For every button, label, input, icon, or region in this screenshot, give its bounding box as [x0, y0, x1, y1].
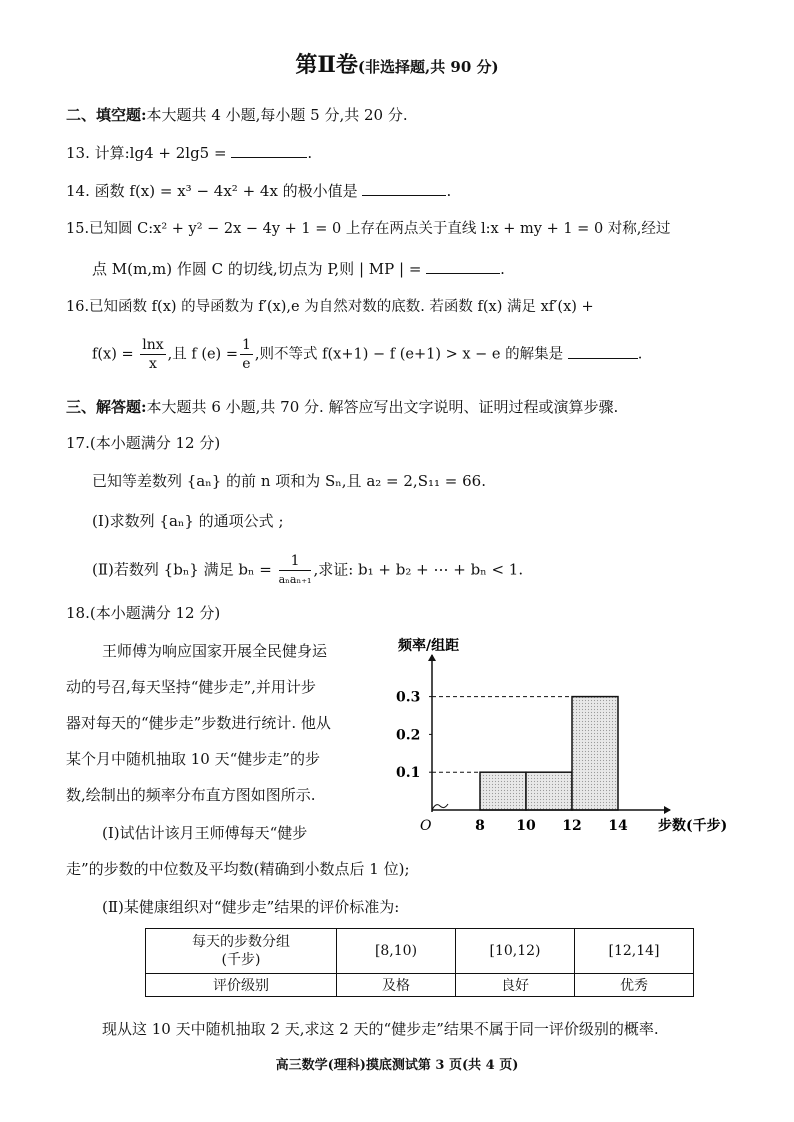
q18-para-0: 王师傅为响应国家开展全民健身运 [102, 642, 328, 660]
level-cell-1: 良好 [456, 974, 575, 997]
section-3-desc: 本大题共 6 小题,共 70 分. 解答应写出文字说明、证明过程或演算步骤. [146, 398, 619, 416]
x-axis-label: 步数(千步) [658, 818, 728, 834]
histogram-bar [480, 772, 526, 810]
table-header-cell [146, 929, 337, 974]
page-title-sub: (非选择题,共 90 分) [357, 58, 499, 76]
q16-fraction-1-over-e [240, 336, 253, 373]
x-tick-label: 14 [608, 818, 628, 834]
axis-break-mark [432, 804, 448, 810]
level-cell-2: 优秀 [575, 974, 694, 997]
frequency-histogram [380, 630, 740, 845]
q13-answer-blank [231, 143, 307, 158]
q17-fraction [279, 552, 312, 589]
q18-part1-b: 走”的步数的中位数及平均数(精确到小数点后 1 位); [66, 860, 410, 878]
origin-label: O [420, 818, 432, 834]
q16-mid: ,且 f (e) = [167, 346, 238, 363]
q17-part2-post: ,求证: b₁ + b₂ + ⋯ + bₙ < 1. [313, 560, 524, 579]
x-tick-label: 8 [475, 818, 485, 834]
q16-frac2-num: 1 [241, 337, 251, 353]
q13-text: 13. 计算:lg4 + 2lg5 = [66, 144, 227, 162]
q18-para-2: 器对每天的“健步走”步数进行统计. 他从 [66, 714, 331, 732]
question-15-line2 [92, 258, 505, 280]
q14-answer-blank [362, 181, 446, 196]
q16-fraction-lnx-over-x [140, 336, 165, 373]
question-14 [66, 180, 451, 202]
level-label-cell: 评价级别 [146, 974, 337, 997]
q18-final: 现从这 10 天中随机抽取 2 天,求这 2 天的“健步走”结果不属于同一评价级别的概率. [102, 1020, 659, 1038]
histogram-bar [526, 772, 572, 810]
table-row [146, 929, 694, 974]
q16-pre: f(x) = [92, 346, 134, 363]
q16-frac2-den: e [242, 356, 251, 372]
q16-frac1-num: lnx [142, 337, 164, 353]
x-tick-label: 10 [516, 818, 536, 834]
y-tick-label: 0.1 [396, 765, 421, 782]
section-3-heading: 三、解答题: [66, 398, 147, 416]
table-header-unit: (千步) [221, 952, 261, 968]
q18-part1-a: (Ⅰ)试估计该月王师傅每天“健步 [102, 824, 308, 842]
section-2-heading: 二、填空题: [66, 106, 147, 124]
q17-part2-pre: (Ⅱ)若数列 {bₙ} 满足 bₙ = [92, 560, 272, 579]
page-title-main: 第Ⅱ卷 [295, 52, 358, 78]
y-tick-label: 0.2 [396, 727, 421, 744]
q15-line2-text: 点 M(m,m) 作圆 C 的切线,切点为 P,则 | MP | = [92, 260, 422, 278]
question-16-line1: 16.已知函数 f(x) 的导函数为 f′(x),e 为自然对数的底数. 若函数 f(x) 满足 xf′(x) + [66, 299, 594, 315]
q17-frac-den: aₙaₙ₊₁ [278, 573, 312, 586]
question-16-line2 [92, 336, 642, 373]
section-2-desc: 本大题共 4 小题,每小题 5 分,共 20 分. [146, 106, 408, 124]
y-tick-label: 0.3 [396, 689, 421, 706]
q15-end: . [500, 260, 505, 278]
group-cell-2: [12,14] [575, 929, 694, 974]
level-cell-0: 及格 [337, 974, 456, 997]
q17-frac-num: 1 [279, 552, 312, 571]
question-13 [66, 142, 312, 164]
table-header-label: 每天的步数分组 [192, 934, 290, 950]
q18-para-3: 某个月中随机抽取 10 天“健步走”的步 [66, 750, 320, 768]
q17-head: 17.(本小题满分 12 分) [66, 434, 221, 452]
group-cell-1: [10,12) [456, 929, 575, 974]
q14-text: 14. 函数 f(x) = x³ − 4x² + 4x 的极小值是 [66, 182, 358, 200]
table-row [146, 974, 694, 997]
evaluation-table [145, 928, 694, 997]
q17-stem: 已知等差数列 {aₙ} 的前 n 项和为 Sₙ,且 a₂ = 2,S₁₁ = 66. [92, 472, 486, 490]
q14-end: . [446, 182, 452, 200]
q13-end: . [307, 144, 313, 162]
y-axis-label: 频率/组距 [398, 638, 460, 654]
q16-answer-blank [568, 344, 638, 359]
q18-para-1: 动的号召,每天坚持“健步走”,并用计步 [66, 678, 316, 696]
q17-part2 [92, 552, 523, 589]
q18-para-4: 数,绘制出的频率分布直方图如图所示. [66, 786, 316, 804]
q18-head: 18.(本小题满分 12 分) [66, 604, 221, 622]
question-15-line1: 15.已知圆 C:x² + y² − 2x − 4y + 1 = 0 上存在两点关于直线 l:x + my + 1 = 0 对称,经过 [66, 221, 671, 237]
histogram-bar [572, 697, 618, 810]
section-3-header [66, 396, 618, 418]
group-cell-0: [8,10) [337, 929, 456, 974]
section-2-header [66, 104, 408, 126]
q17-part1: (Ⅰ)求数列 {aₙ} 的通项公式 ; [92, 512, 284, 530]
page-footer: 高三数学(理科)摸底测试第 3 页(共 4 页) [275, 1058, 519, 1073]
q16-frac1-den: x [148, 356, 157, 372]
q15-answer-blank [426, 259, 500, 274]
x-tick-label: 12 [562, 818, 582, 834]
q18-part2: (Ⅱ)某健康组织对“健步走”结果的评价标准为: [102, 898, 400, 916]
page-title [0, 48, 794, 79]
q16-post: ,则不等式 f(x+1) − f (e+1) > x − e 的解集是 [254, 346, 564, 363]
q16-end: . [637, 346, 643, 363]
